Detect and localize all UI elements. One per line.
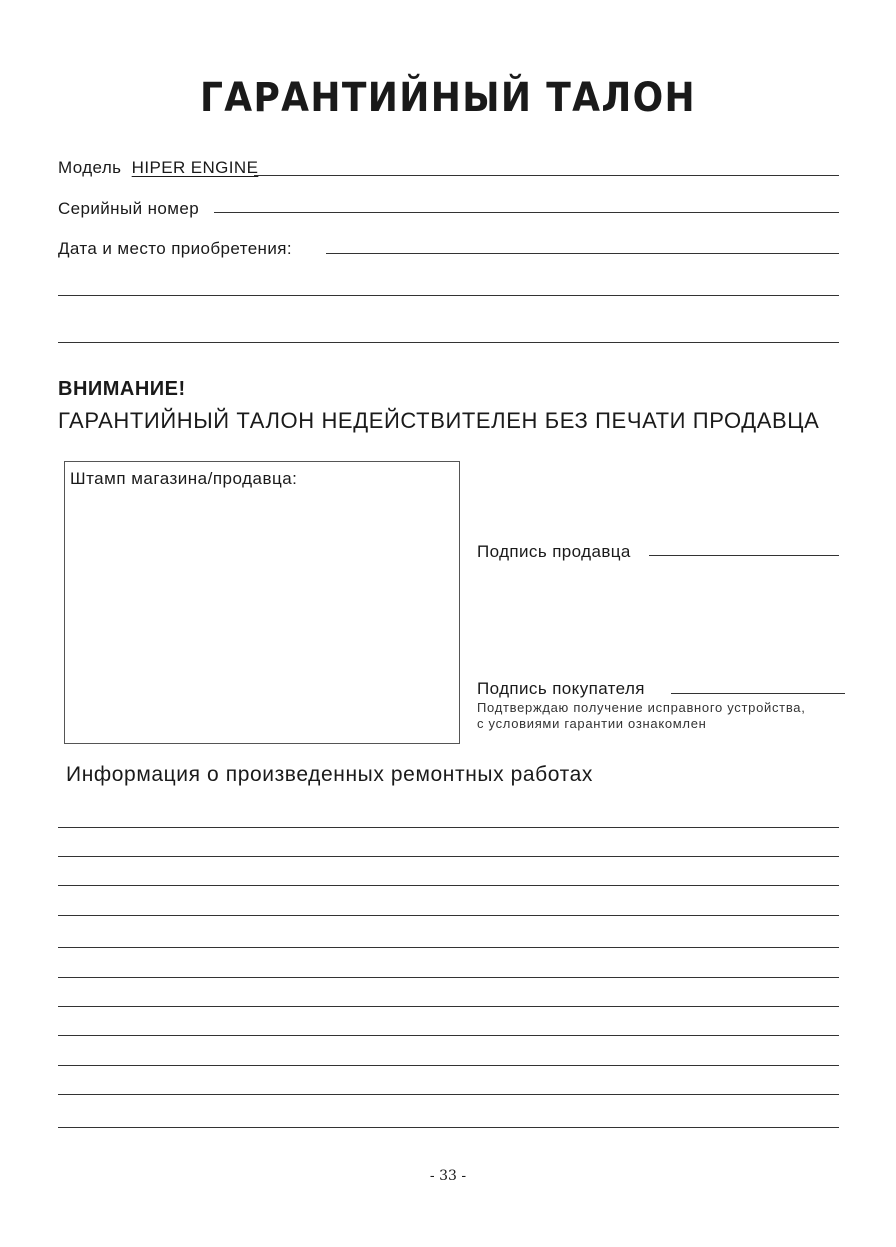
repair-line[interactable] xyxy=(58,856,839,857)
repair-line[interactable] xyxy=(58,1035,839,1036)
serial-label: Серийный номер xyxy=(58,199,200,218)
model-label: Модель xyxy=(58,158,122,177)
serial-line[interactable] xyxy=(214,212,839,213)
buyer-signature-label: Подпись покупателя xyxy=(477,679,645,698)
seller-signature-line[interactable] xyxy=(649,555,839,556)
purchase-label: Дата и место приобретения: xyxy=(58,239,292,258)
attention-text: ГАРАНТИЙНЫЙ ТАЛОН НЕДЕЙСТВИТЕЛЕН БЕЗ ПЕЧАТИ ПРОДАВЦА xyxy=(58,408,820,433)
repair-line[interactable] xyxy=(58,1065,839,1066)
repair-line[interactable] xyxy=(58,977,839,978)
stamp-box[interactable] xyxy=(64,461,460,744)
buyer-signature-line[interactable] xyxy=(671,693,845,694)
purchase-line[interactable] xyxy=(326,253,839,254)
repair-line[interactable] xyxy=(58,1006,839,1007)
model-field xyxy=(58,157,258,179)
buyer-note-line-2: с условиями гарантии ознакомлен xyxy=(477,716,707,731)
purchase-line-2[interactable] xyxy=(58,295,839,296)
repair-line[interactable] xyxy=(58,885,839,886)
page-number: - 33 - xyxy=(429,1168,467,1184)
repair-line[interactable] xyxy=(58,827,839,828)
repair-line[interactable] xyxy=(58,1127,839,1128)
model-value: HIPER ENGINE xyxy=(131,158,259,177)
page-title: ГАРАНТИЙНЫЙ ТАЛОН xyxy=(199,75,697,121)
attention-heading: ВНИМАНИЕ! xyxy=(58,378,186,400)
repair-line[interactable] xyxy=(58,947,839,948)
repair-line[interactable] xyxy=(58,1094,839,1095)
repair-line[interactable] xyxy=(58,915,839,916)
stamp-label: Штамп магазина/продавца: xyxy=(70,469,298,488)
repairs-title: Информация о произведенных ремонтных работах xyxy=(66,763,593,786)
model-line[interactable] xyxy=(254,175,839,176)
purchase-line-3[interactable] xyxy=(58,342,839,343)
seller-signature-label: Подпись продавца xyxy=(477,542,631,561)
buyer-note-line-1: Подтверждаю получение исправного устройства, xyxy=(477,700,806,715)
